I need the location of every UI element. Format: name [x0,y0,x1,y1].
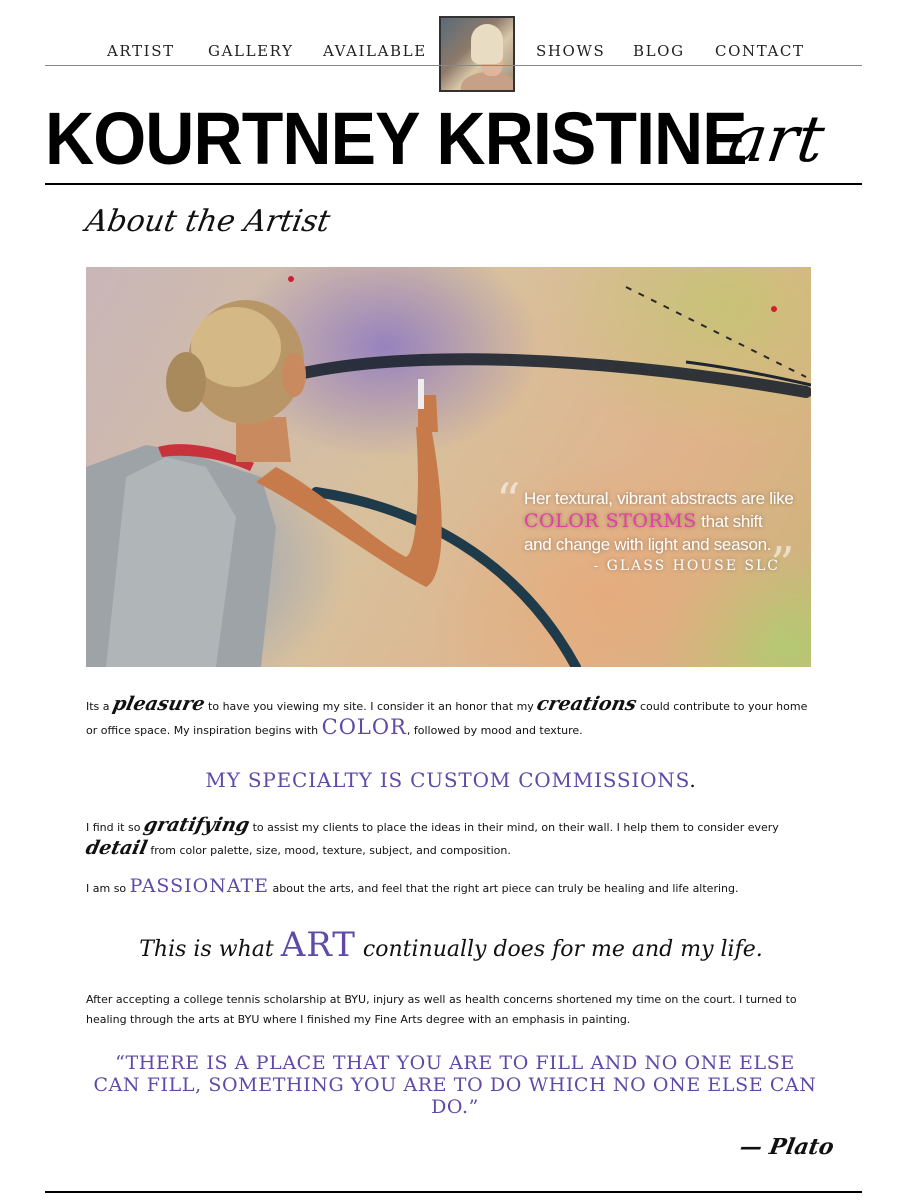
word-detail: detail [83,837,150,859]
site-logo[interactable] [45,98,862,186]
artist-avatar[interactable] [439,16,515,92]
nav-link-contact[interactable]: CONTACT [715,42,805,60]
passion-text-a: I am so [86,882,130,895]
nav-link-blog[interactable]: BLOG [633,42,685,60]
intro-text-a: Its a [86,700,114,713]
background-paragraph: After accepting a college tennis scholarship at BYU, injury as well as health concerns shortened my time on the court. I turned to healing through the arts at BYU where I finished my Fine Arts degree with an emphasis in painting. [86,993,797,1026]
passion-text-b: about the arts, and feel that the right art piece can truly be healing and life altering. [269,882,739,895]
logo-script: art [723,103,829,177]
testimonial-line-2 [524,510,802,533]
testimonial-mid: that shift [701,512,763,531]
intro-text-c: could contribute to your home or office space. My inspiration begins with [86,700,808,737]
header-divider [45,183,862,185]
nav-link-available[interactable]: AVAILABLE [323,42,427,60]
clients-text-b: to assist my clients to place the ideas in their mind, on their wall. I help them to consider every [249,821,779,834]
testimonial-highlight: COLOR STORMS [524,510,697,532]
nav-link-shows[interactable]: SHOWS [536,42,606,60]
specialty-period: . [689,768,697,792]
open-quote-icon: “ [496,473,521,529]
art-text-a: This is what [139,937,281,962]
clients-text-c: from color palette, size, mood, texture, subject, and composition. [146,844,511,857]
intro-text-d: , followed by mood and texture. [406,724,583,737]
quote-attribution: — Plato [737,1134,836,1160]
testimonial-source: - GLASS HOUSE SLC [593,558,780,574]
passion-paragraph [86,876,816,899]
word-color: COLOR [321,715,407,739]
hero-testimonial [496,473,802,593]
intro-text-b: to have you viewing my site. I consider it an honor that my [204,700,538,713]
word-art: ART [280,925,356,965]
clients-paragraph [83,814,816,861]
nav-divider [45,65,862,66]
hero-painting-art [86,267,811,667]
nav-link-artist[interactable]: ARTIST [107,42,175,60]
word-gratifying: gratifying [141,814,252,836]
testimonial-line-3: and change with light and season. [524,535,772,554]
hero-image [86,267,811,667]
plato-quote: “THERE IS A PLACE THAT YOU ARE TO FILL AND NO ONE ELSE CAN FILL, SOMETHING YOU ARE TO DO WHICH NO ONE ELSE CAN DO.” [93,1052,817,1118]
nav-link-gallery[interactable]: GALLERY [208,42,294,60]
footer-divider [45,1191,862,1193]
intro-paragraph [86,694,816,741]
logo-name: KOURTNEY KRISTINE [45,97,747,180]
word-creations: creations [535,693,639,715]
art-text-b: continually does for me and my life. [355,937,763,962]
specialty-heading [86,768,816,792]
word-pleasure: pleasure [110,693,207,715]
avatar-hair [471,24,503,64]
top-navigation [0,0,907,100]
testimonial-line-1: Her textural, vibrant abstracts are like [524,489,794,508]
specialty-text: MY SPECIALTY IS CUSTOM COMMISSIONS [205,768,690,792]
art-statement [86,925,816,965]
clients-text-a: I find it so [86,821,144,834]
word-passionate: PASSIONATE [129,875,270,897]
close-quote-icon: ” [770,537,795,593]
page-title: About the Artist [82,204,333,239]
